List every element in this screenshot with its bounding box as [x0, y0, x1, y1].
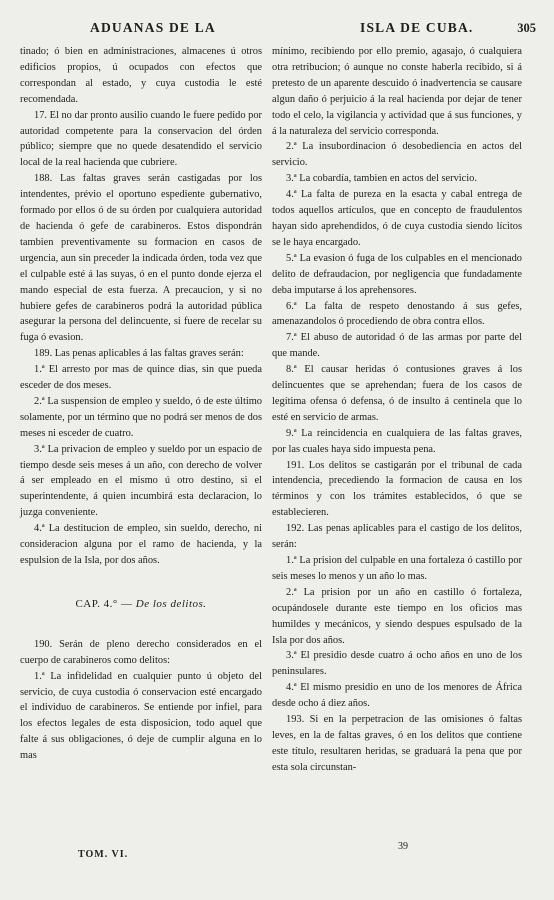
- paragraph: 1.ª La prision del culpable en una fortaleza ó castillo por seis meses lo menos y un año lo mas.: [272, 555, 522, 582]
- paragraph: 8.ª El causar heridas ó contusiones graves á los delincuentes que se aprehendan; fuera de los casos de legítima ofensa ó defensa, ó de insulto á centinela que lo esté en servicio de armas.: [272, 364, 522, 423]
- running-title-left: ADUANAS DE LA: [90, 20, 216, 35]
- paragraph: 191. Los delitos se castigarán por el tribunal de cada intendencia, precediendo la formacion de causa en los términos y con los trámites establecidos, ó que se establecieren.: [272, 459, 522, 519]
- paragraph: 1.ª El arresto por mas de quince dias, sin que pueda esceder de dos meses.: [20, 364, 262, 392]
- paragraph: mínimo, recibiendo por ello premio, agasajo, ó cualquiera otra retribucion; ó aunque no conste haberla recibido, si á pretesto de un aparente descuido ó inadvertencia se causare algun daño ó perjuicio á la real hacienda por dejar de tener todo el celo, la vigilancia y actividad que á sus funciones, y á la naturaleza del servicio corresponda.: [272, 46, 522, 137]
- paragraph: 192. Las penas aplicables para el castigo de los delitos, serán:: [272, 523, 522, 551]
- paragraph: tinado; ó bien en administraciones, almacenes ú otros edificios propios, ú ocupados con efectos que correspondan al estado, y cuya custodia le esté recomendada.: [20, 46, 262, 105]
- page-number: 305: [517, 21, 536, 35]
- right-paragraphs: [272, 44, 522, 776]
- paragraph: 3.ª La cobardía, tambien en actos del servicio.: [286, 173, 477, 185]
- chapter-label: CAP. 4.° —: [75, 597, 133, 610]
- paragraph: 9.ª La reincidencia en cualquiera de las faltas graves, por las cuales haya sido impuesta pena.: [272, 427, 522, 455]
- chapter-heading: [20, 597, 262, 613]
- right-column: [272, 44, 522, 776]
- paragraph: 1.ª La infidelidad en cualquier punto ú objeto del servicio, de cuya custodia ó conservacion esté encargado el individuo de carabineros. Se entiende por infiel, para los efectos legales de esta disposicion, todo aquel que falte á sus obligaciones, ó deje de cumplir alguna en lo mas: [20, 670, 262, 762]
- paragraph: 3.ª El presidio desde cuatro á ocho años en uno de los peninsulares.: [272, 650, 522, 678]
- paragraph: 193. Si en la perpetracion de las omisiones ó faltas leves, en la de faltas graves, ó en los delitos que contiene este título, resultaren heridas, se graduará la pena que por esta sola circunstan-: [272, 714, 522, 773]
- paragraph: 17. El no dar pronto ausilio cuando le fuere pedido por autoridad competente para la conservacion del órden público; siempre que no quede desatendido el servicio local de la real hacienda que cubriere.: [20, 109, 262, 169]
- volume-mark: TOM. VI.: [78, 849, 129, 860]
- paragraph: 188. Las faltas graves serán castigadas por los intendentes, prévio el oportuno espediente gubernativo, formado por ellos ó de su órden por cualquiera autoridad de hacienda ó gefe de carabineros. Estos dispondrán tambien preventivamente su formacion en casos de urgencia, aun sin preceder la indicada órden, toda vez que el culpable esté á las suyas, ó en el punto donde ejerza el mando especial de esta fuerza. A precaucion, y si no hubiere gefes de carabineros podrá la autoridad pública asegurar la persona del delincuente, si fuere de recelar su fuga ó evasion.: [20, 173, 262, 344]
- paragraph: 4.ª El mismo presidio en uno de los menores de África desde ocho á diez años.: [272, 682, 522, 710]
- left-column: [20, 44, 262, 764]
- paragraph: 2.ª La suspension de empleo y sueldo, ó de este último solamente, por un término que no podrá ser menos de dos meses ni esceder de cuatro.: [20, 395, 262, 439]
- paragraph: 7.ª El abuso de autoridad ó de las armas por parte del que mande.: [272, 332, 522, 360]
- running-title-right: ISLA DE CUBA.: [360, 20, 474, 35]
- signature-mark: 39: [398, 841, 408, 852]
- paragraph: 2.ª La insubordinacion ó desobediencia en actos del servicio.: [272, 141, 522, 169]
- paragraph: 5.ª La evasion ó fuga de los culpables en el mencionado delito de defraudacion, por negligencia que fundadamente deba imputarse á los aprehensores.: [272, 252, 522, 296]
- paragraph: 4.ª La destitucion de empleo, sin sueldo, derecho, ni consideracion alguna por el ramo de hacienda, y la espulsion de la Isla, por dos años.: [20, 523, 262, 566]
- paragraph: 2.ª La prision por un año en castillo ó fortaleza, ocupándosele durante este tiempo en los oficios mas humildes y mecánicos, y siendo despues espulsado de la Isla por dos años.: [272, 586, 522, 646]
- paragraph: 190. Serán de pleno derecho considerados en el cuerpo de carabineros como delitos:: [20, 638, 262, 666]
- paragraph: 4.ª La falta de pureza en la esacta y cabal entrega de todos aquellos artículos, que en concepto de fraudulentos hayan sido aprehendidos, ó de cuya custodia siendo lícitos se le haya encargado.: [272, 189, 522, 248]
- page-header: [20, 20, 536, 40]
- paragraph: 3.ª La privacion de empleo y sueldo por un espacio de tiempo desde seis meses á un año, con derecho de volver á ser empleado en el mismo ú otro destino, si el superintendente, á quien incumbirá esta declaracion, lo juzga conveniente.: [20, 443, 262, 519]
- left-paragraphs: [20, 44, 262, 569]
- chapter-title: De los delitos.: [135, 597, 207, 610]
- paragraph: 6.ª La falta de respeto denostando á sus gefes, amenazandolos ó procediendo de obra contra ellos.: [272, 300, 522, 328]
- left-after-paragraphs: [20, 637, 262, 764]
- paragraph: 189. Las penas aplicables á las faltas graves serán:: [34, 348, 244, 360]
